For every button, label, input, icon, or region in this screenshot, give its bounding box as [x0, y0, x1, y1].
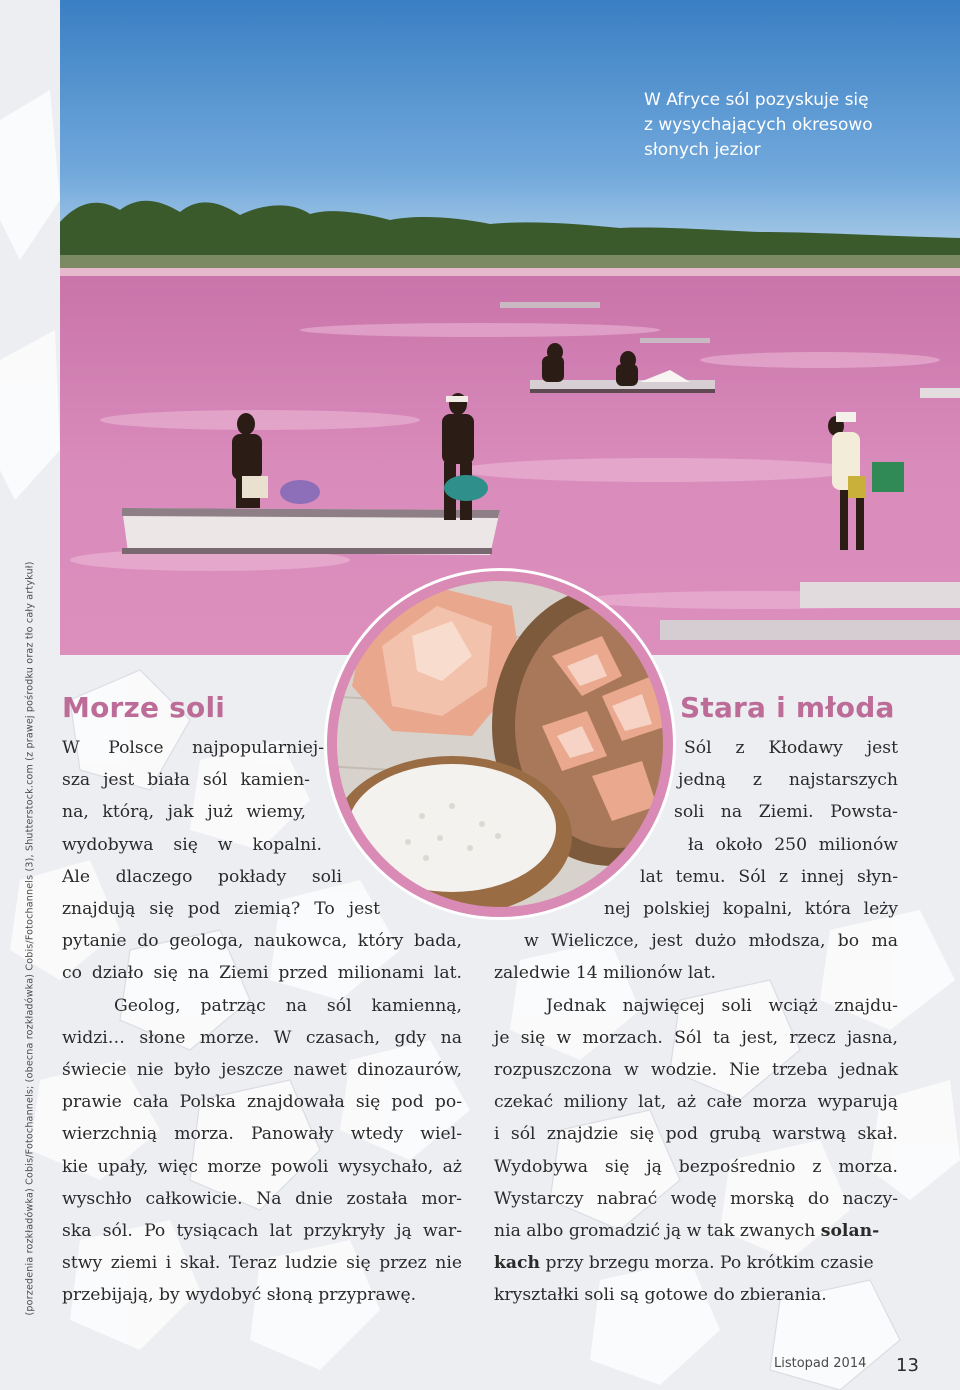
photo-caption: [644, 88, 934, 163]
paragraph-line: Geolog, patrząc na sól kamienną,: [114, 995, 462, 1016]
paragraph-line: świecie nie było jeszcze nawet dinozaurów,: [62, 1060, 462, 1081]
salt-crystals-illustration: [322, 566, 678, 922]
paragraph-line: soli na Ziemi. Powsta-: [674, 802, 898, 823]
salt-crystals-inset: [322, 566, 678, 922]
paragraph-line: lat temu. Sól z innej słyn-: [640, 866, 898, 887]
paragraph-line: Sól z Kłodawy jest: [684, 738, 898, 758]
paragraph-line: Ale dlaczego pokłady soli: [62, 866, 342, 887]
paragraph-line: prawie cała Polska znajdowała się pod po-: [62, 1092, 462, 1113]
paragraph-line: [494, 1247, 898, 1279]
salt-lake-photo: [60, 0, 960, 655]
paragraph-line: pytanie do geologa, naukowca, który bada,: [62, 931, 462, 952]
paragraph-line: i sól znajdzie się pod grubą warstwą skał.: [494, 1124, 898, 1145]
paragraph-text: przy brzegu morza. Po krótkim czasie: [540, 1253, 874, 1274]
page-number: 13: [896, 1355, 919, 1376]
paragraph-line: widzi… słone morze. W czasach, gdy na: [62, 1027, 462, 1048]
paragraph-line: [494, 1215, 898, 1247]
paragraph-line: w Wieliczce, jest dużo młodsza, bo ma: [524, 931, 898, 952]
paragraph-line: czekać miliony lat, aż całe morza wyparują: [494, 1092, 898, 1113]
paragraph-line: przebijają, by wydobyć słoną przyprawę.: [62, 1285, 417, 1306]
paragraph-line: na, którą, jak już wiemy,: [62, 802, 306, 823]
paragraph-line: kie upały, więc morze powoli wysychało, aż: [62, 1156, 462, 1177]
paragraph-line: nej polskiej kopalni, która leży: [604, 899, 898, 920]
photo-caption-line: słonych jezior: [644, 140, 761, 160]
photo-credits-text: (porzedenia rozkładówka) Cobis/Fotochannels; (obecna rozkładówka) Cobis/Fotochannels (3), Shutterstock.com (z prawej pośrodku oraz tło cały artykuł): [24, 561, 36, 1316]
issue-label: Listopad 2014: [774, 1356, 867, 1371]
paragraph-line: stwy ziemi i skał. Teraz ludzie się przez nie: [62, 1253, 462, 1274]
paragraph-line: wyschło całkowicie. Na dnie została mor-: [62, 1188, 462, 1209]
paragraph-line: rozpuszczona w wodzie. Nie trzeba jednak: [494, 1060, 898, 1081]
bold-term: kach: [494, 1253, 541, 1274]
paragraph-line: wydobywa się w kopalni.: [62, 834, 322, 855]
paragraph-line: sza jest biała sól kamien-: [62, 770, 310, 791]
photo-caption-line: W Afryce sól pozyskuje się: [644, 90, 869, 110]
paragraph-line: kryształki soli są gotowe do zbierania.: [494, 1285, 827, 1306]
paragraph-line: jedną z najstarszych: [678, 770, 898, 791]
section-title-stara-i-mloda: Stara i młoda: [680, 691, 895, 724]
section-title-morze-soli: Morze soli: [62, 691, 226, 724]
paragraph-line: je się w morzach. Sól ta jest, rzecz jasna,: [494, 1027, 898, 1048]
paragraph-line: Jednak najwięcej soli wciąż znajdu-: [546, 995, 898, 1016]
paragraph-line: zaledwie 14 milionów lat.: [494, 963, 716, 984]
paragraph-line: Wystarczy nabrać wodę morską do naczy-: [494, 1188, 898, 1209]
paragraph-line: wierzchnią morza. Panowały wtedy wiel-: [62, 1124, 462, 1145]
paragraph-line: ła około 250 milionów: [688, 834, 898, 855]
paragraph-line: ska sól. Po tysiącach lat przykryły ją war-: [62, 1221, 462, 1242]
paragraph-line: W Polsce najpopularniej-: [62, 738, 324, 758]
bold-term: solan-: [820, 1221, 880, 1242]
paragraph-line: Wydobywa się ją bezpośrednio z morza.: [494, 1156, 898, 1177]
paragraph-text: nia albo gromadzić ją w tak zwanych: [494, 1221, 821, 1242]
photo-caption-line: z wysychających okresowo: [644, 115, 873, 135]
paragraph-line: co działo się na Ziemi przed milionami lat.: [62, 963, 462, 984]
photo-credits-strip: [0, 0, 60, 1390]
paragraph-line: znajdują się pod ziemią? To jest: [62, 899, 380, 920]
